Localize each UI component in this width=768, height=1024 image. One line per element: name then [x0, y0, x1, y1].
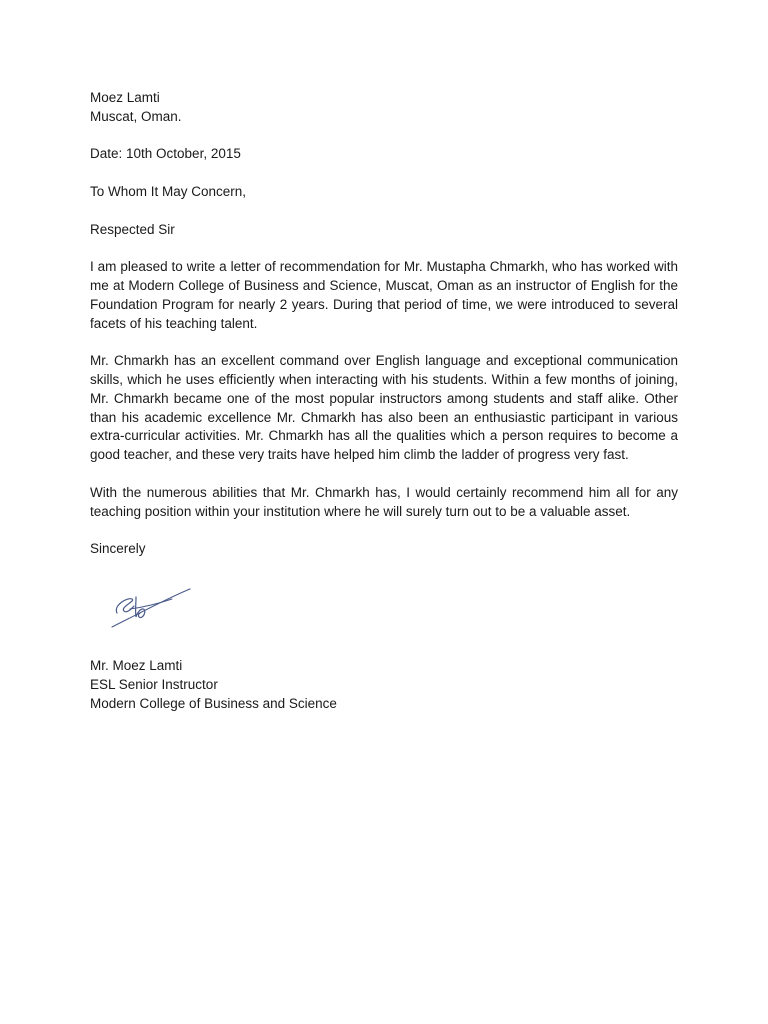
paragraph-introduction: I am pleased to write a letter of recommendation for Mr. Mustapha Chmarkh, who has worked with me at Modern College of Business and Science, Muscat, Oman as an instructor of English for the Foundation Program for nearly 2 years. During that period of time, we were introduced to several facets of his teaching talent. [90, 259, 678, 331]
salutation: To Whom It May Concern, [90, 183, 247, 199]
signatory-name: Mr. Moez Lamti [90, 657, 183, 673]
paragraph-qualities: Mr. Chmarkh has an excellent command over English language and exceptional communication skills, which he uses efficiently when interacting with his students. Within a few months of joining, Mr. Chmarkh became one of the most popular instructors among students and staff alike. Other than his academic excellence Mr. Chmarkh has also been an enthusiastic participant in various extra-curricular activities. Mr. Chmarkh has all the qualities which a person requires to become a good teacher, and these very traits have helped him climb the ladder of progress very fast. [90, 353, 678, 463]
greeting: Respected Sir [90, 221, 175, 237]
sender-name: Moez Lamti [90, 90, 160, 105]
closing: Sincerely [90, 541, 146, 557]
sender-location: Muscat, Oman. [90, 108, 182, 124]
signatory-institution: Modern College of Business and Science [90, 695, 337, 711]
letter-date: Date: 10th October, 2015 [90, 146, 241, 162]
signatory-title: ESL Senior Instructor [90, 676, 218, 692]
paragraph-recommendation: With the numerous abilities that Mr. Chmarkh has, I would certainly recommend him all for any teaching position within your institution where he will surely turn out to be a valuable asset. [90, 484, 678, 519]
signature-area [90, 559, 678, 657]
letter-body [90, 89, 678, 713]
handwritten-signature-icon [90, 575, 200, 635]
